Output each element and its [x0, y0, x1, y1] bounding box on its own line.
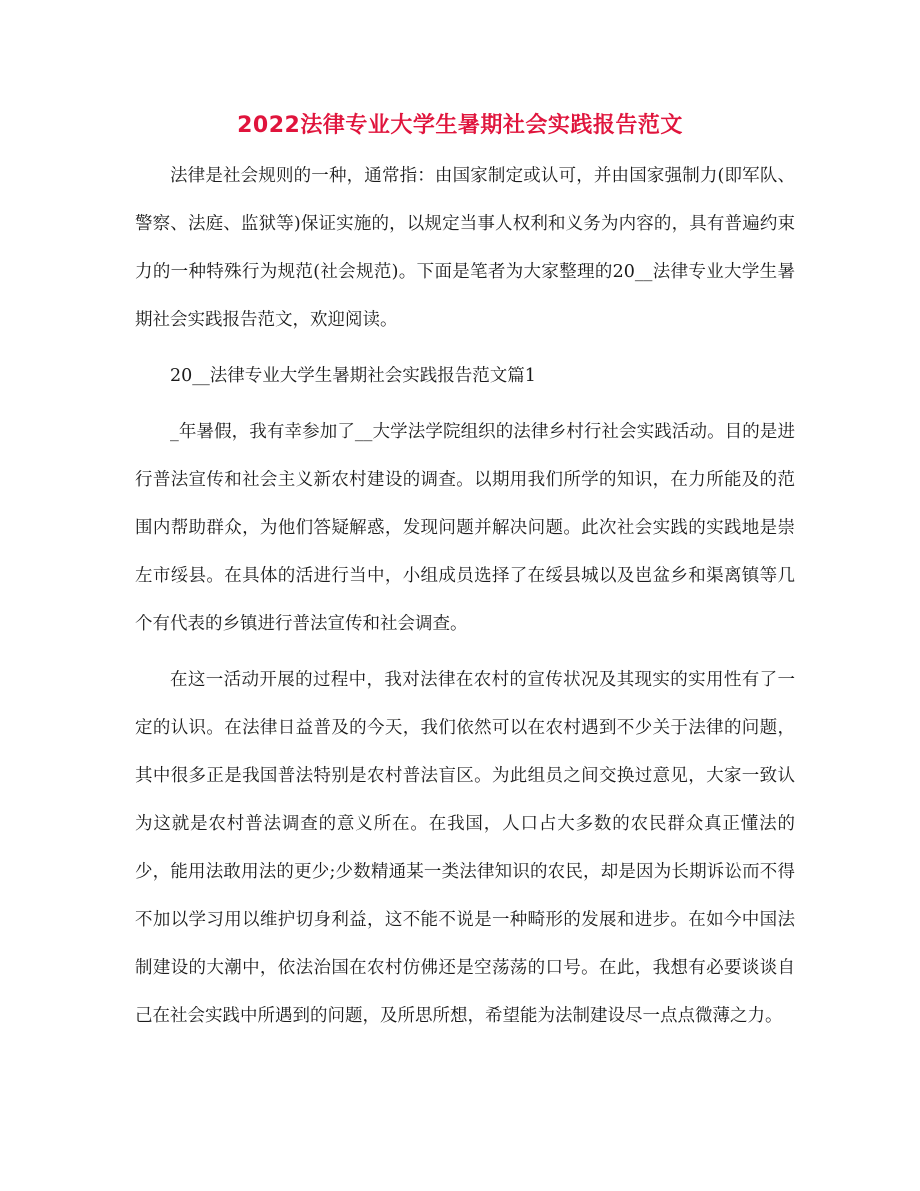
section-heading: 20__法律专业大学生暑期社会实践报告范文篇1	[170, 366, 536, 386]
body-paragraph-1: _年暑假，我有幸参加了__大学法学院组织的法律乡村行社会实践活动。目的是进行普法宣传和社会主义新农村建设的调查。以期用我们所学的知识，在力所能及的范围内帮助群众，为他们答疑解惑，发现问题并解决问题。此次社会实践的实践地是崇左市绥县。在具体的活进行当中，小组成员选择了在绥县城以及岜盆乡和渠离镇等几个有代表的乡镇进行普法宣传和社会调查。	[135, 422, 795, 634]
spacer	[135, 400, 795, 408]
body-paragraph-2: 在这一活动开展的过程中，我对法律在农村的宣传状况及其现实的实用性有了一定的认识。在法律日益普及的今天，我们依然可以在农村遇到不少关于法律的问题，其中很多正是我国普法特别是农村普法盲区。为此组员之间交换过意见，大家一致认为这就是农村普法调查的意义所在。在我国，人口占大多数的农民群众真正懂法的少，能用法敢用法的更少;少数精通某一类法律知识的农民，却是因为长期诉讼而不得不加以学习用以维护切身利益，这不能不说是一种畸形的发展和进步。在如今中国法制建设的大潮中，依法治国在农村仿佛还是空荡荡的口号。在此，我想有必要谈谈自己在社会实践中所遇到的问题，及所思所想，希望能为法制建设尽一点点微薄之力。	[135, 670, 795, 1026]
document-title: 2022法律专业大学生暑期社会实践报告范文	[237, 113, 683, 138]
document-body	[135, 152, 795, 1040]
spacer	[135, 648, 795, 656]
intro-paragraph: 法律是社会规则的一种，通常指：由国家制定或认可，并由国家强制力(即军队、警察、法庭、监狱等)保证实施的，以规定当事人权利和义务为内容的，具有普遍约束力的一种特殊行为规范(社会规范)。下面是笔者为大家整理的20__法律专业大学生暑期社会实践报告范文，欢迎阅读。	[135, 166, 795, 330]
spacer	[135, 344, 795, 352]
